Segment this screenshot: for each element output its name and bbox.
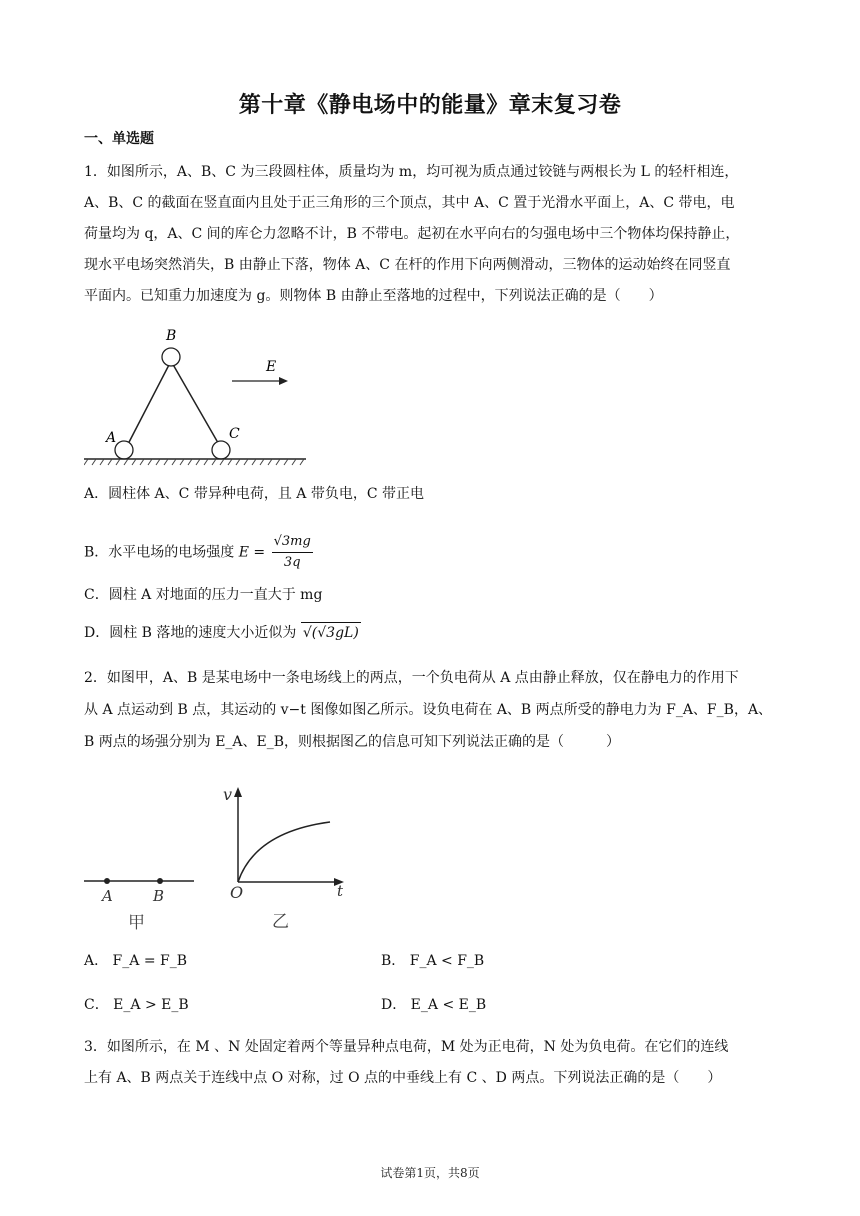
cylinder-c	[212, 441, 230, 459]
q2-line: B 两点的场强分别为 E_A、E_B，则根据图乙的信息可知下列说法正确的是（ ）	[84, 734, 621, 750]
q1-option-b-fraction	[272, 532, 313, 573]
q1-option-d-prefix: D．圆柱 B 落地的速度大小近似为	[84, 625, 297, 641]
cylinder-b	[162, 348, 180, 366]
q2-option-d: D． E_A < E_B	[381, 997, 487, 1013]
q1-line: 1．如图所示，A、B、C 为三段圆柱体，质量均为 m，均可视为质点通过铰链与两根长为 L 的轻杆相连，	[84, 164, 739, 180]
q2-option-b: B． F_A < F_B	[381, 953, 485, 969]
caption-yi: 乙	[272, 912, 289, 932]
field-arrow-head	[279, 377, 288, 385]
question-1-text	[84, 157, 776, 312]
origin-label: O	[230, 883, 244, 902]
point-a-dot	[104, 878, 110, 884]
t-axis-label: t	[337, 882, 344, 900]
q1-line: 荷量均为 q，A、C 间的库仑力忽略不计，B 不带电。起初在水平向右的匀强电场中三个物体均保持静止，	[84, 226, 740, 242]
label-e: E	[266, 359, 277, 375]
q1-line: 现水平电场突然消失，B 由静止下落，物体 A、C 在杆的作用下向两侧滑动，三物体的运动始终在同竖直	[84, 257, 731, 273]
label-a: A	[106, 430, 117, 446]
q1-line: 平面内。已知重力加速度为 g。则物体 B 由静止至落地的过程中，下列说法正确的是（ ）	[84, 288, 663, 304]
q2-line: 从 A 点运动到 B 点，其运动的 v−t 图像如图乙所示。设负电荷在 A、B 两点所受的静电力为 F_A、F_B，A、	[84, 702, 773, 718]
q1-option-a: A．圆柱体 A、C 带异种电荷，且 A 带负电，C 带正电	[84, 486, 425, 502]
vt-curve	[238, 822, 330, 882]
q1-option-b-prefix: B．水平电场的电场强度	[84, 544, 235, 561]
q2-option-c: C． E_A > E_B	[84, 997, 189, 1013]
q2-line: 2．如图甲，A、B 是某电场中一条电场线上的两点，一个负电荷从 A 点由静止释放，仅在静电力的作用下	[84, 670, 739, 686]
point-b-dot	[157, 878, 163, 884]
point-b-label: B	[153, 887, 165, 905]
fraction-numerator: √3mg	[272, 532, 313, 553]
label-b: B	[166, 328, 177, 344]
question-3-text	[84, 1032, 776, 1094]
q3-line: 上有 A、B 两点关于连线中点 O 对称，过 O 点的中垂线上有 C 、D 两点。下列说法正确的是（ ）	[84, 1070, 722, 1086]
q2-figure-jia	[82, 864, 197, 934]
q2-figure-yi-vt-graph	[220, 784, 360, 934]
q1-option-d	[84, 622, 361, 643]
caption-jia: 甲	[128, 913, 145, 933]
q1-line: A、B、C 的截面在竖直面内且处于正三角形的三个顶点，其中 A、C 置于光滑水平面上，A、C 带电，电	[84, 195, 735, 211]
q1-option-b-lhs: E =	[238, 544, 266, 561]
point-a-label: A	[102, 887, 113, 905]
q1-figure-triangle	[84, 326, 314, 466]
page-title: 第十章《静电场中的能量》章末复习卷	[238, 93, 622, 118]
q3-line: 3．如图所示，在 M 、N 处固定着两个等量异种点电荷，M 处为正电荷，N 处为负电荷。在它们的连线	[84, 1039, 729, 1055]
rod-cb	[171, 361, 221, 448]
q1-option-d-value: √(√3gL)	[301, 622, 361, 643]
v-axis-label: v	[223, 785, 233, 804]
fraction-denominator: 3q	[283, 555, 301, 570]
section-heading: 一、单选题	[84, 131, 154, 147]
page-footer: 试卷第1页，共8页	[380, 1166, 480, 1180]
v-axis-arrow	[234, 787, 242, 797]
q2-option-a: A． F_A = F_B	[84, 953, 188, 969]
cylinder-a	[115, 441, 133, 459]
q1-option-b	[84, 532, 313, 573]
q1-option-c: C．圆柱 A 对地面的压力一直大于 mg	[84, 587, 323, 603]
ground-hatch	[84, 459, 304, 465]
label-c: C	[229, 426, 240, 442]
question-2-text	[84, 662, 776, 758]
rod-ab	[126, 361, 171, 448]
